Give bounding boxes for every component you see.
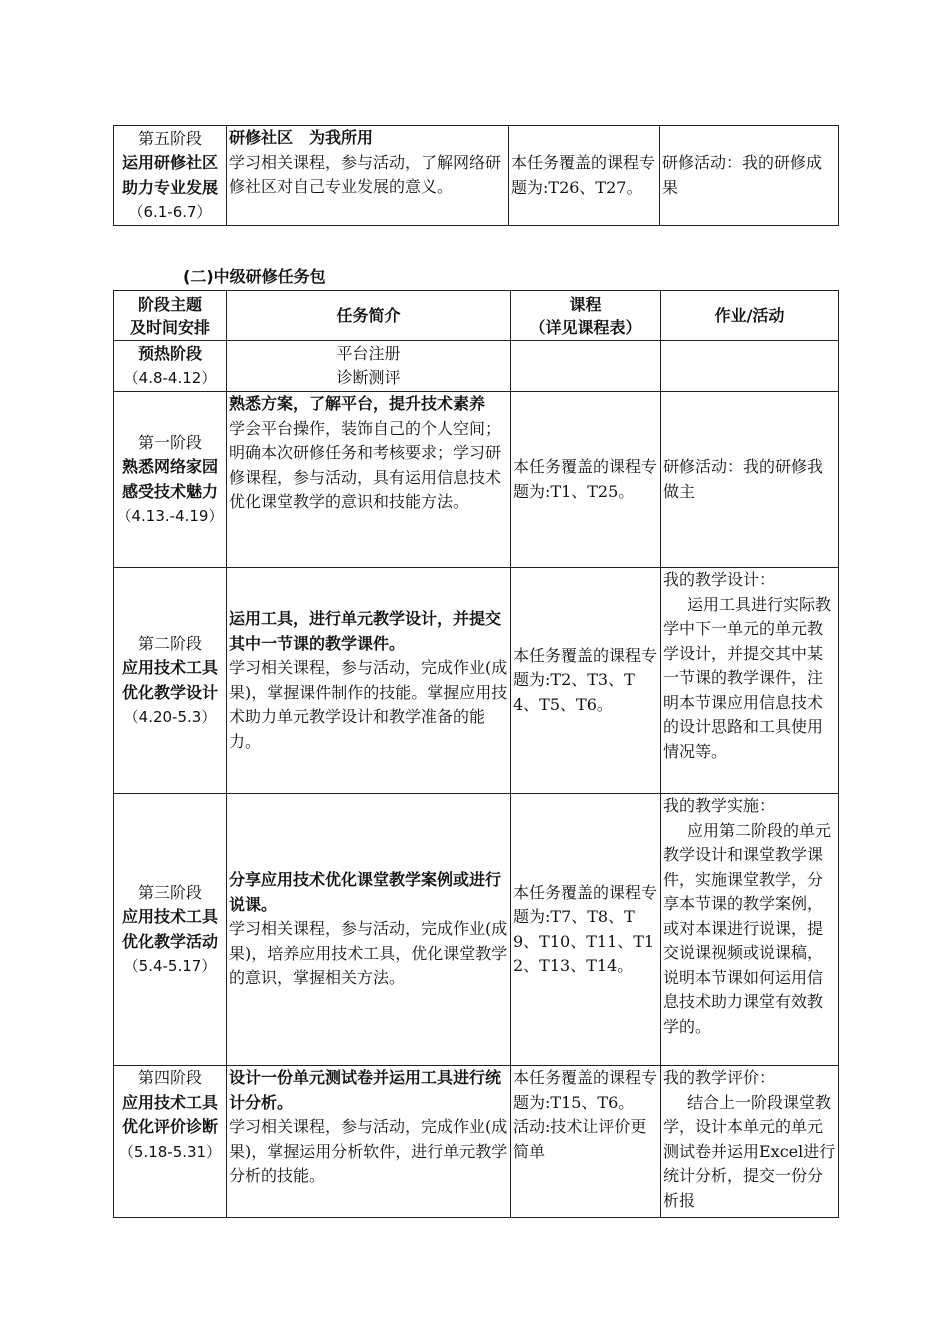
task-cell [227,341,511,392]
task-cell [227,568,511,794]
course-cell: 本任务覆盖的课程专题为:T7、T8、T9、T10、T11、T12、T13、T14。 [511,794,661,1066]
task-desc: 学习相关课程，参与活动，完成作业(成果)，掌握运用分析软件，进行单元教学分析的技能。 [229,1117,508,1185]
task-cell [227,1066,511,1218]
stage-cell [114,341,227,392]
course-cell [511,1066,661,1218]
activity-cell [661,341,839,392]
stage-cell [114,794,227,1066]
task-desc: 学习相关课程，参与活动，完成作业(成果)，培养应用技术工具，优化课堂教学的意识，掌握相关方法。 [229,919,508,988]
activity-cell [661,568,839,794]
task-desc: 学习相关课程，参与活动，了解网络研修社区对自己专业发展的意义。 [229,152,502,196]
task-package-table [113,290,839,1218]
task-title: 研修社区 为我所用 [229,128,374,147]
task-cell [227,794,511,1066]
header-task: 任务简介 [227,291,511,341]
stage-name: 第一阶段 [137,432,202,452]
activity-cell [661,1066,839,1218]
stage-date: （6.1-6.7） [128,203,212,221]
course-text: 本任务覆盖的课程专题为:T15、T6。 [513,1068,658,1112]
course-cell: 本任务覆盖的课程专题为:T1、T25。 [511,392,661,568]
stage-theme: 应用技术工具 [121,907,218,926]
table-row [114,1066,839,1218]
stage-date: （4.13.-4.19） [116,507,224,525]
task-desc: 学习相关课程，参与活动，完成作业(成果)，掌握课件制作的技能。掌握应用技术助力单元教学设计和教学准备的能力。 [229,658,508,751]
course-extra: 活动:技术让评价更简单 [513,1117,647,1161]
table-row [114,126,839,226]
activity-cell [661,794,839,1066]
task-cell [227,392,511,568]
table-row [114,794,839,1066]
header-stage: 阶段主题 及时间安排 [114,291,227,341]
activity-title: 我的教学评价： [663,1068,776,1087]
course-cell: 本任务覆盖的课程专题为:T2、T3、T4、T5、T6。 [511,568,661,794]
stage-theme: 运用研修社区 [121,153,218,172]
stage-cell [114,392,227,568]
activity-title: 研修活动：我的研修我做主 [663,457,824,501]
stage5-table [113,125,839,226]
stage-date: （5.4-5.17） [123,957,217,975]
stage-cell [114,568,227,794]
activity-cell [661,392,839,568]
stage-name: 第三阶段 [137,882,202,902]
stage-name: 第四阶段 [137,1068,202,1087]
task-line: 诊断测评 [336,368,401,387]
stage-theme: 优化评价诊断 [121,1117,218,1136]
activity-title: 我的教学实施： [663,796,776,815]
stage-theme: 优化教学活动 [121,931,218,951]
activity-title: 我的教学设计： [663,570,776,589]
stage-theme: 应用技术工具 [121,658,218,677]
activity-cell: 研修活动：我的研修成果 [660,126,839,226]
stage-date: （5.18-5.31） [118,1142,222,1161]
stage-cell [114,1066,227,1218]
stage-name: 第二阶段 [137,633,202,653]
stage-theme: 感受技术魅力 [121,481,218,501]
course-cell [511,341,661,392]
stage-theme: 熟悉网络家园 [121,457,218,476]
table-row [114,392,839,568]
task-title: 运用工具，进行单元教学设计，并提交其中一节课的教学课件。 [229,609,502,653]
header-course: 课程 （详见课程表） [511,291,661,341]
stage-cell [114,126,227,226]
header-activity: 作业/活动 [661,291,839,341]
task-title: 设计一份单元测试卷并运用工具进行统计分析。 [229,1068,502,1112]
section-heading: (二)中级研修任务包 [183,267,326,286]
table-row [114,568,839,794]
task-line: 平台注册 [336,343,401,363]
stage-name: 预热阶段 [137,343,202,363]
activity-body: 应用第二阶段的单元教学设计和课堂教学课件，实施课堂教学，分享本节课的教学案例，或对本课进行说课，提交说课视频或说课稿，说明本节课如何运用信息技术助力课堂有效教学的。 [663,820,832,1036]
stage-date: （4.8-4.12） [123,369,217,387]
stage-theme: 应用技术工具 [121,1092,218,1112]
task-title: 熟悉方案，了解平台，提升技术素养 [229,394,486,413]
activity-body: 运用工具进行实际教学中下一单元的单元教学设计，并提交其中某一节课的教学课件，注明本节课应用信息技术的设计思路和工具使用情况等。 [663,594,832,761]
activity-body: 结合上一阶段课堂教学，设计本单元的单元测试卷并运用Excel进行统计分析，提交一份分析报 [663,1092,836,1210]
stage-date: （4.20-5.3） [123,708,217,726]
task-cell [227,126,509,226]
table-row [114,341,839,392]
task-desc: 学会平台操作，装饰自己的个人空间；明确本次研修任务和考核要求；学习研修课程，参与活动，具有运用信息技术优化课堂教学的意识和技能方法。 [229,418,502,511]
table-header-row [114,291,839,341]
stage-theme: 助力专业发展 [121,177,218,197]
task-title: 分享应用技术优化课堂教学案例或进行说课。 [229,870,502,914]
stage-theme: 优化教学设计 [121,682,218,702]
course-cell: 本任务覆盖的课程专题为:T26、T27。 [509,126,660,226]
stage-name: 第五阶段 [137,128,202,148]
